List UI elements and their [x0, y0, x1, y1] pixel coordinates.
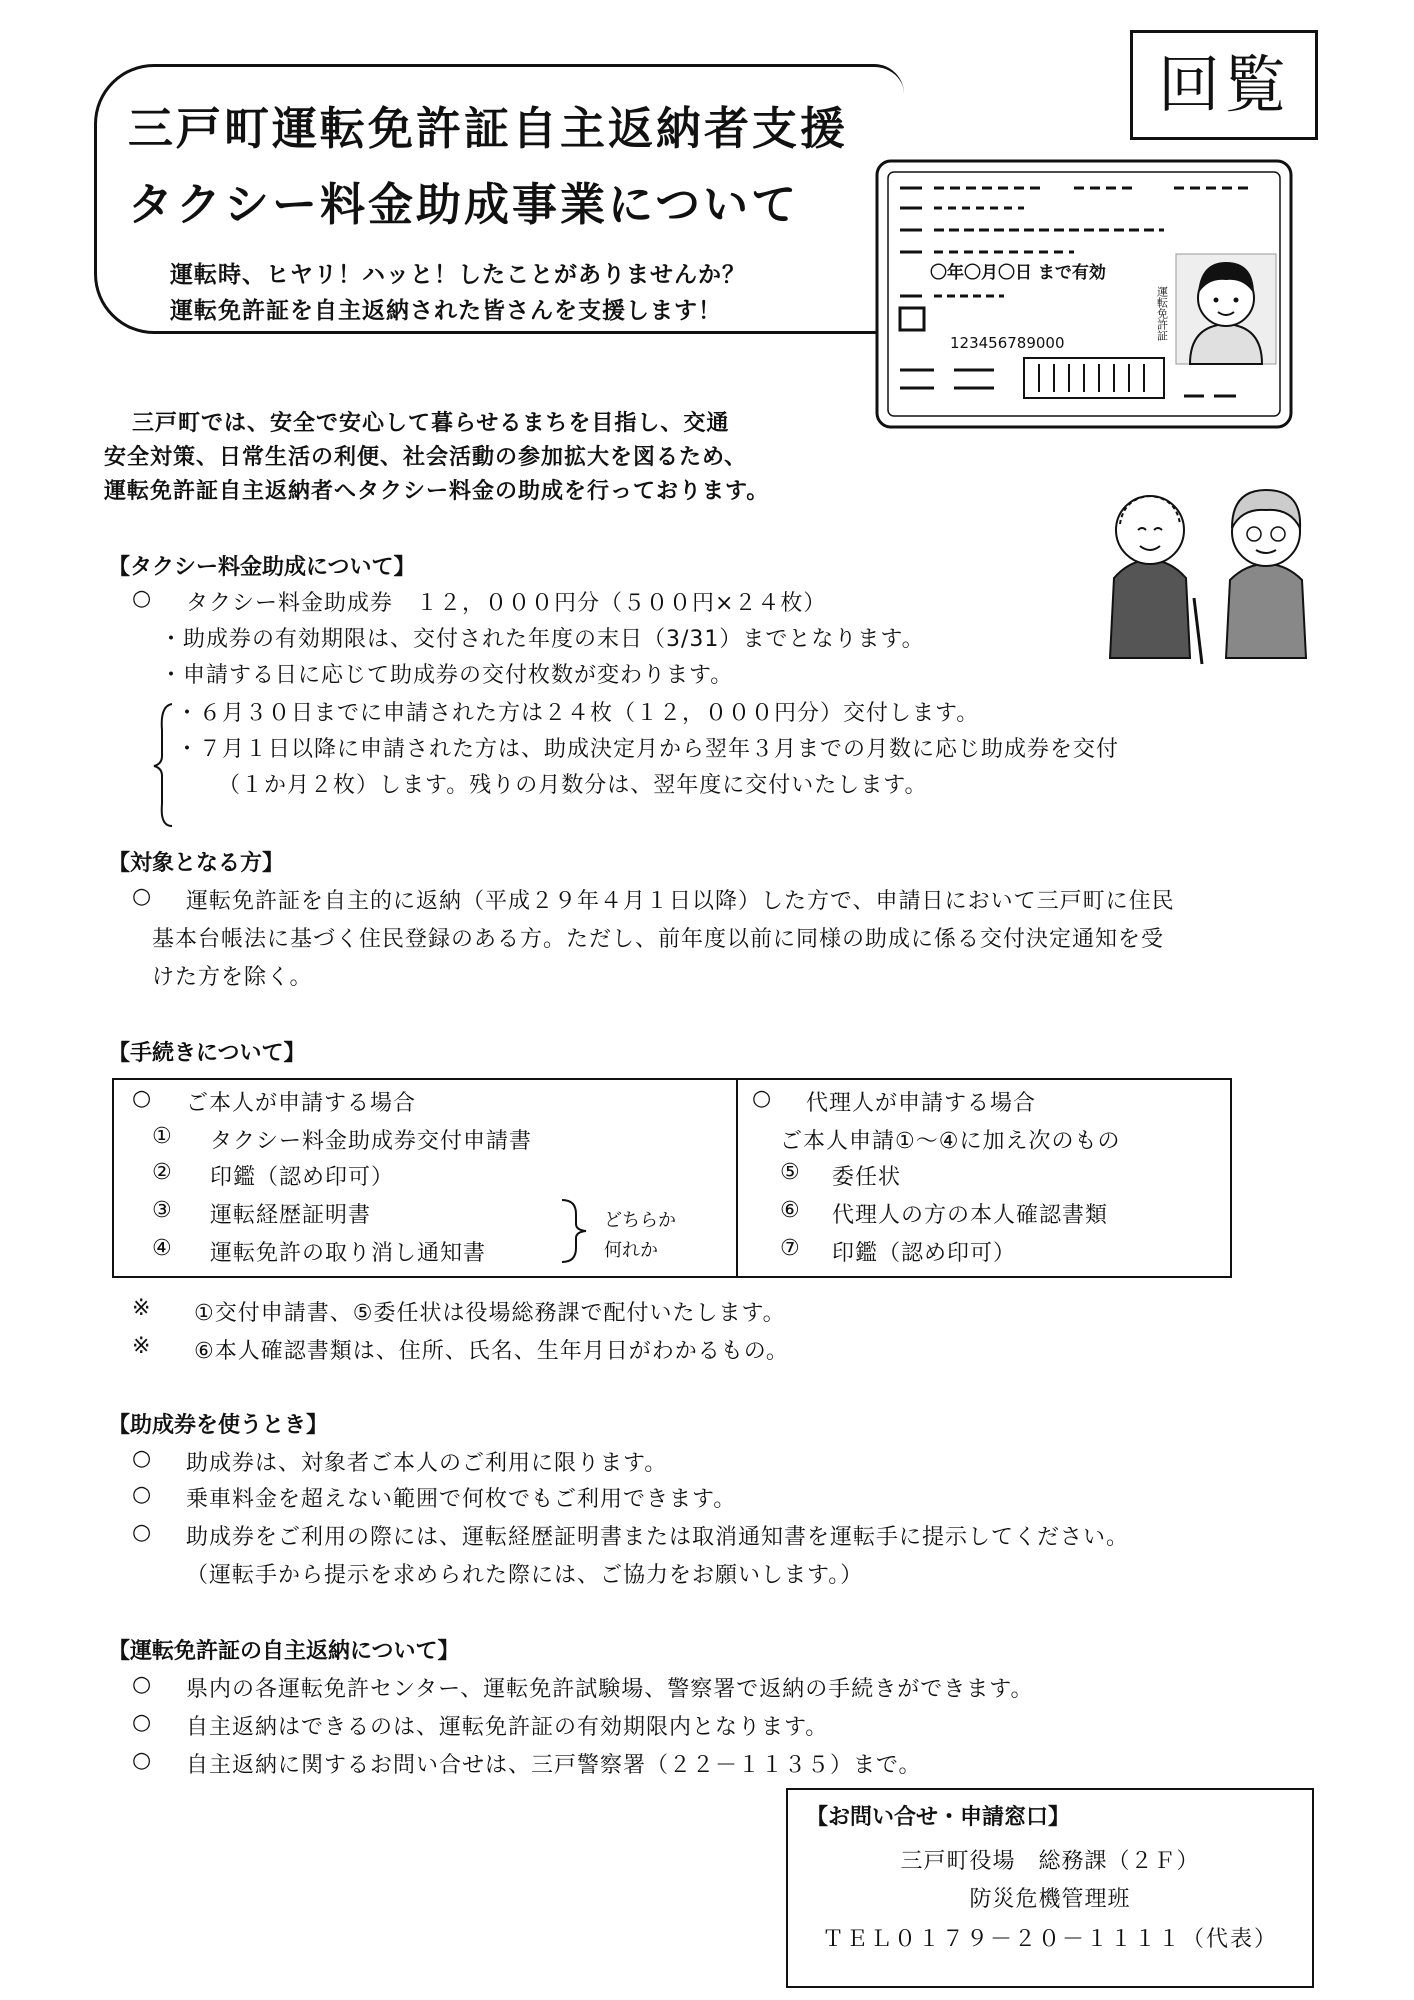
license-card-illustration [874, 158, 1294, 430]
either-label-2: 何れか [604, 1240, 658, 1261]
proxy-item-label: 代理人の方の本人確認書類 [832, 1203, 1109, 1228]
self-item-num: ③ [152, 1198, 173, 1223]
contact-tel: ＴＥＬ０１７９－２０－１１１１（代表） [821, 1927, 1278, 1952]
self-item-label: 印鑑（認め印可） [210, 1165, 395, 1190]
contact-heading: 【お問い合せ・申請窓口】 [806, 1805, 1071, 1830]
intro-line-2: 安全対策、日常生活の利便、社会活動の参加拡大を図るため、 [104, 445, 748, 470]
proxy-item-num: ⑥ [780, 1198, 801, 1223]
taxi-note-2: ・申請する日に応じて助成券の交付枚数が変わります。 [160, 663, 734, 688]
return-item-2: 自主返納はできるのは、運転免許証の有効期限内となります。 [186, 1715, 829, 1740]
proxy-item-num: ⑦ [780, 1236, 801, 1261]
proxy-item-label: 委任状 [832, 1165, 902, 1190]
license-number-text: 123456789000 [950, 334, 1065, 352]
bullet-circle: ○ [132, 1482, 152, 1507]
subtitle-line-1: 運転時、ヒヤリ！ハッと！したことがありませんか？ [170, 262, 746, 288]
bullet-circle: ○ [132, 586, 152, 611]
eligible-line-3: けた方を除く。 [152, 965, 313, 990]
procedure-note-2: ⑥本人確認書類は、住所、氏名、生年月日がわかるもの。 [194, 1339, 789, 1364]
self-item-num: ④ [152, 1236, 173, 1261]
taxi-sub-3: （１か月２枚）します。残りの月数分は、翌年度に交付いたします。 [218, 773, 928, 798]
either-label-1: どちらか [604, 1210, 676, 1231]
return-heading: 【運転免許証の自主返納について】 [108, 1639, 460, 1664]
intro-line-3: 運転免許証自主返納者へタクシー料金の助成を行っております。 [104, 479, 770, 504]
proxy-item-label: 印鑑（認め印可） [832, 1241, 1017, 1266]
procedure-divider [736, 1078, 738, 1278]
eligible-line-1: 運転免許証を自主的に返納（平成２９年４月１日以降）した方で、申請日において三戸町に住民 [186, 889, 1175, 914]
self-item-label: タクシー料金助成券交付申請書 [210, 1129, 533, 1154]
brace-icon [150, 700, 176, 830]
contact-office: 三戸町役場 総務課（２Ｆ） [900, 1849, 1200, 1874]
contact-team: 防災危機管理班 [969, 1887, 1131, 1912]
bullet-circle: ○ [132, 1086, 152, 1111]
proxy-sub: ご本人申請①～④に加え次のもの [780, 1129, 1121, 1154]
usage-item-3: 助成券をご利用の際には、運転経歴証明書または取消通知書を運転手に提示してください。 [186, 1525, 1130, 1550]
proxy-apply-title: 代理人が申請する場合 [806, 1091, 1037, 1116]
right-brace-icon [558, 1196, 594, 1266]
title-line-2: タクシー料金助成事業について [128, 178, 800, 231]
usage-heading: 【助成券を使うとき】 [108, 1413, 329, 1438]
self-item-num: ① [152, 1124, 173, 1149]
bullet-circle: ○ [132, 1710, 152, 1735]
self-item-label: 運転免許の取り消し通知書 [210, 1241, 487, 1266]
procedure-heading: 【手続きについて】 [108, 1041, 306, 1066]
bullet-circle: ○ [132, 884, 152, 909]
usage-item-2: 乗車料金を超えない範囲で何枚でもご利用できます。 [186, 1487, 737, 1512]
taxi-sub-2: ・７月１日以降に申請された方は、助成決定月から翌年３月までの月数に応じ助成券を交付 [176, 737, 1120, 762]
bullet-circle: ○ [752, 1086, 773, 1111]
taxi-item: タクシー料金助成券 １２，０００円分（５００円×２４枚） [186, 591, 827, 616]
proxy-item-num: ⑤ [780, 1160, 801, 1185]
license-side-text: 運転免許証 [1155, 286, 1169, 341]
eligible-heading: 【対象となる方】 [108, 851, 285, 876]
bullet-circle: ○ [132, 1748, 152, 1773]
procedure-note-1: ①交付申請書、⑤委任状は役場総務課で配付いたします。 [194, 1301, 786, 1326]
bullet-circle: ○ [132, 1520, 152, 1545]
title-line-1: 三戸町運転免許証自主返納者支援 [128, 102, 849, 155]
intro-line-1: 三戸町では、安全で安心して暮らせるまちを目指し、交通 [132, 411, 730, 436]
eligible-line-2: 基本台帳法に基づく住民登録のある方。ただし、前年度以前に同様の助成に係る交付決定通知を受 [152, 927, 1165, 952]
self-item-num: ② [152, 1160, 173, 1185]
note-mark: ※ [132, 1334, 152, 1359]
license-date-text: 〇年〇月〇日 まで有効 [930, 263, 1106, 283]
taxi-note-1: ・助成券の有効期限は、交付された年度の末日（3/31）までとなります。 [160, 627, 925, 652]
return-item-1: 県内の各運転免許センター、運転免許試験場、警察署で返納の手続きができます。 [186, 1677, 1034, 1702]
subtitle-line-2: 運転免許証を自主返納された皆さんを支援します！ [170, 298, 722, 324]
bullet-circle: ○ [132, 1672, 152, 1697]
taxi-heading: 【タクシー料金助成について】 [108, 555, 416, 580]
usage-item-1: 助成券は、対象者ご本人のご利用に限ります。 [186, 1451, 668, 1476]
bullet-circle: ○ [132, 1446, 152, 1471]
return-item-3: 自主返納に関するお問い合せは、三戸警察署（２２－１１３５）まで。 [186, 1753, 922, 1778]
usage-note: （運転手から提示を求められた際には、ご協力をお願いします。） [186, 1563, 864, 1588]
elderly-couple-illustration [1090, 468, 1330, 668]
self-apply-title: ご本人が申請する場合 [186, 1091, 417, 1116]
note-mark: ※ [132, 1296, 152, 1321]
taxi-sub-1: ・６月３０日までに申請された方は２４枚（１２，０００円分）交付します。 [176, 701, 980, 726]
circulation-badge: 回覧 [1130, 30, 1318, 140]
self-item-label: 運転経歴証明書 [210, 1203, 372, 1228]
